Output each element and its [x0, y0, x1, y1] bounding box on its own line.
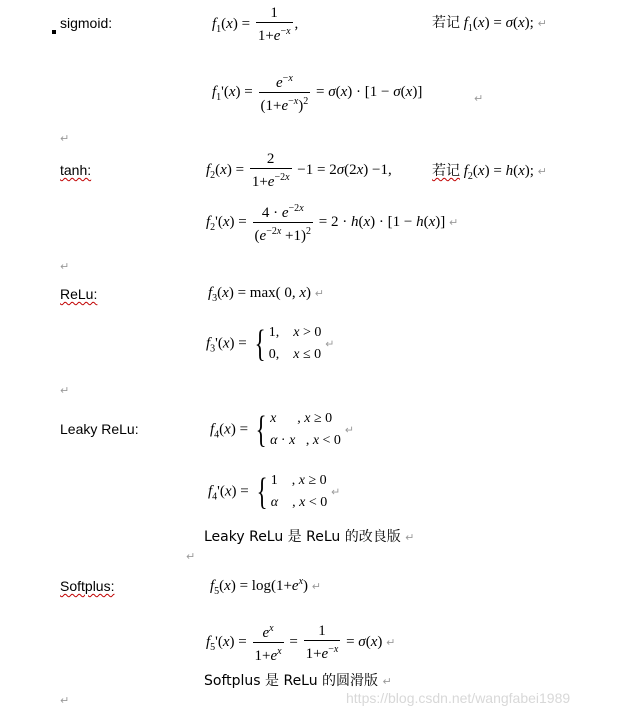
- leaky-relu-note: Leaky ReLu 是 ReLu 的改良版 ↵: [204, 529, 415, 545]
- softplus-derivative: $f_5'(x)$ = $\frac{e^x}{1+e^x}$ = $\frac{1}{1+e^{-x}}$ = σ(x) ↵: [206, 623, 396, 664]
- watermark: https://blog.csdn.net/wangfabei1989: [346, 690, 571, 706]
- softplus-note: Softplus 是 ReLu 的圆滑版 ↵: [204, 673, 392, 689]
- paragraph-mark: ↵: [474, 92, 484, 105]
- leaky-relu-note-text: Leaky ReLu 是 ReLu 的改良版: [204, 529, 401, 545]
- paragraph-mark: ↵: [60, 694, 70, 707]
- paragraph-mark: ↵: [186, 550, 196, 563]
- paragraph-mark: ↵: [60, 260, 70, 273]
- relu-label: ReLu:: [60, 286, 98, 302]
- relu-formula: $f_3(x) = \max$( 0, x) ↵: [208, 285, 325, 304]
- tanh-note: 若记 $f_2(x) = h(x)$; ↵: [432, 163, 547, 182]
- sigmoid-note-prefix: 若记: [432, 15, 460, 31]
- paragraph-mark: ↵: [60, 384, 70, 397]
- sigmoid-formula: $f_1(x)$ = $\frac{1}{1+e^{-x}}$ ,: [212, 5, 299, 44]
- sigmoid-note: 若记 $f_1(x) = \sigma(x)$; ↵: [432, 15, 547, 34]
- leaky-relu-label-text: Leaky ReLu:: [60, 421, 139, 437]
- leaky-relu-label: [60, 421, 139, 437]
- leaky-relu-derivative: $f_4'(x)$ = { 1 , x ≥ 0 α , x < 0 ↵: [208, 471, 341, 513]
- sigmoid-derivative: $f_1'(x)$ = $\frac{e^{-x}}{(1+e^{-x})^2}$ = σ(x) · [1 − σ(x)]: [212, 73, 423, 114]
- tanh-formula: $f_2(x)$ = $\frac{2}{1+e^{-2x}}$ −1 = 2σ(2x) −1,: [206, 151, 392, 190]
- relu-derivative: $f_3'(x)$ = { 1, x > 0 0, x ≤ 0 ↵: [206, 323, 335, 365]
- tanh-derivative: $f_2'(x)$ = $\frac{4 \cdot e^{-2x}}{(e^{-2x} +1)^2}$ = 2 · h(x) · [1 − h(x)] ↵: [206, 203, 459, 244]
- softplus-label: Softplus:: [60, 578, 115, 594]
- sigmoid-label: sigmoid:: [60, 15, 113, 31]
- list-bullet: [52, 30, 56, 34]
- softplus-formula: $f_5(x) = \log(1+e^x)$ ↵: [210, 576, 322, 597]
- tanh-label: tanh:: [60, 162, 92, 178]
- paragraph-mark: ↵: [60, 132, 70, 145]
- leaky-relu-formula: $f_4(x)$ = { x , x ≥ 0 α · x , x < 0 ↵: [210, 409, 354, 451]
- softplus-note-text: Softplus 是 ReLu 的圆滑版: [204, 673, 379, 689]
- tanh-note-prefix: 若记: [432, 163, 460, 179]
